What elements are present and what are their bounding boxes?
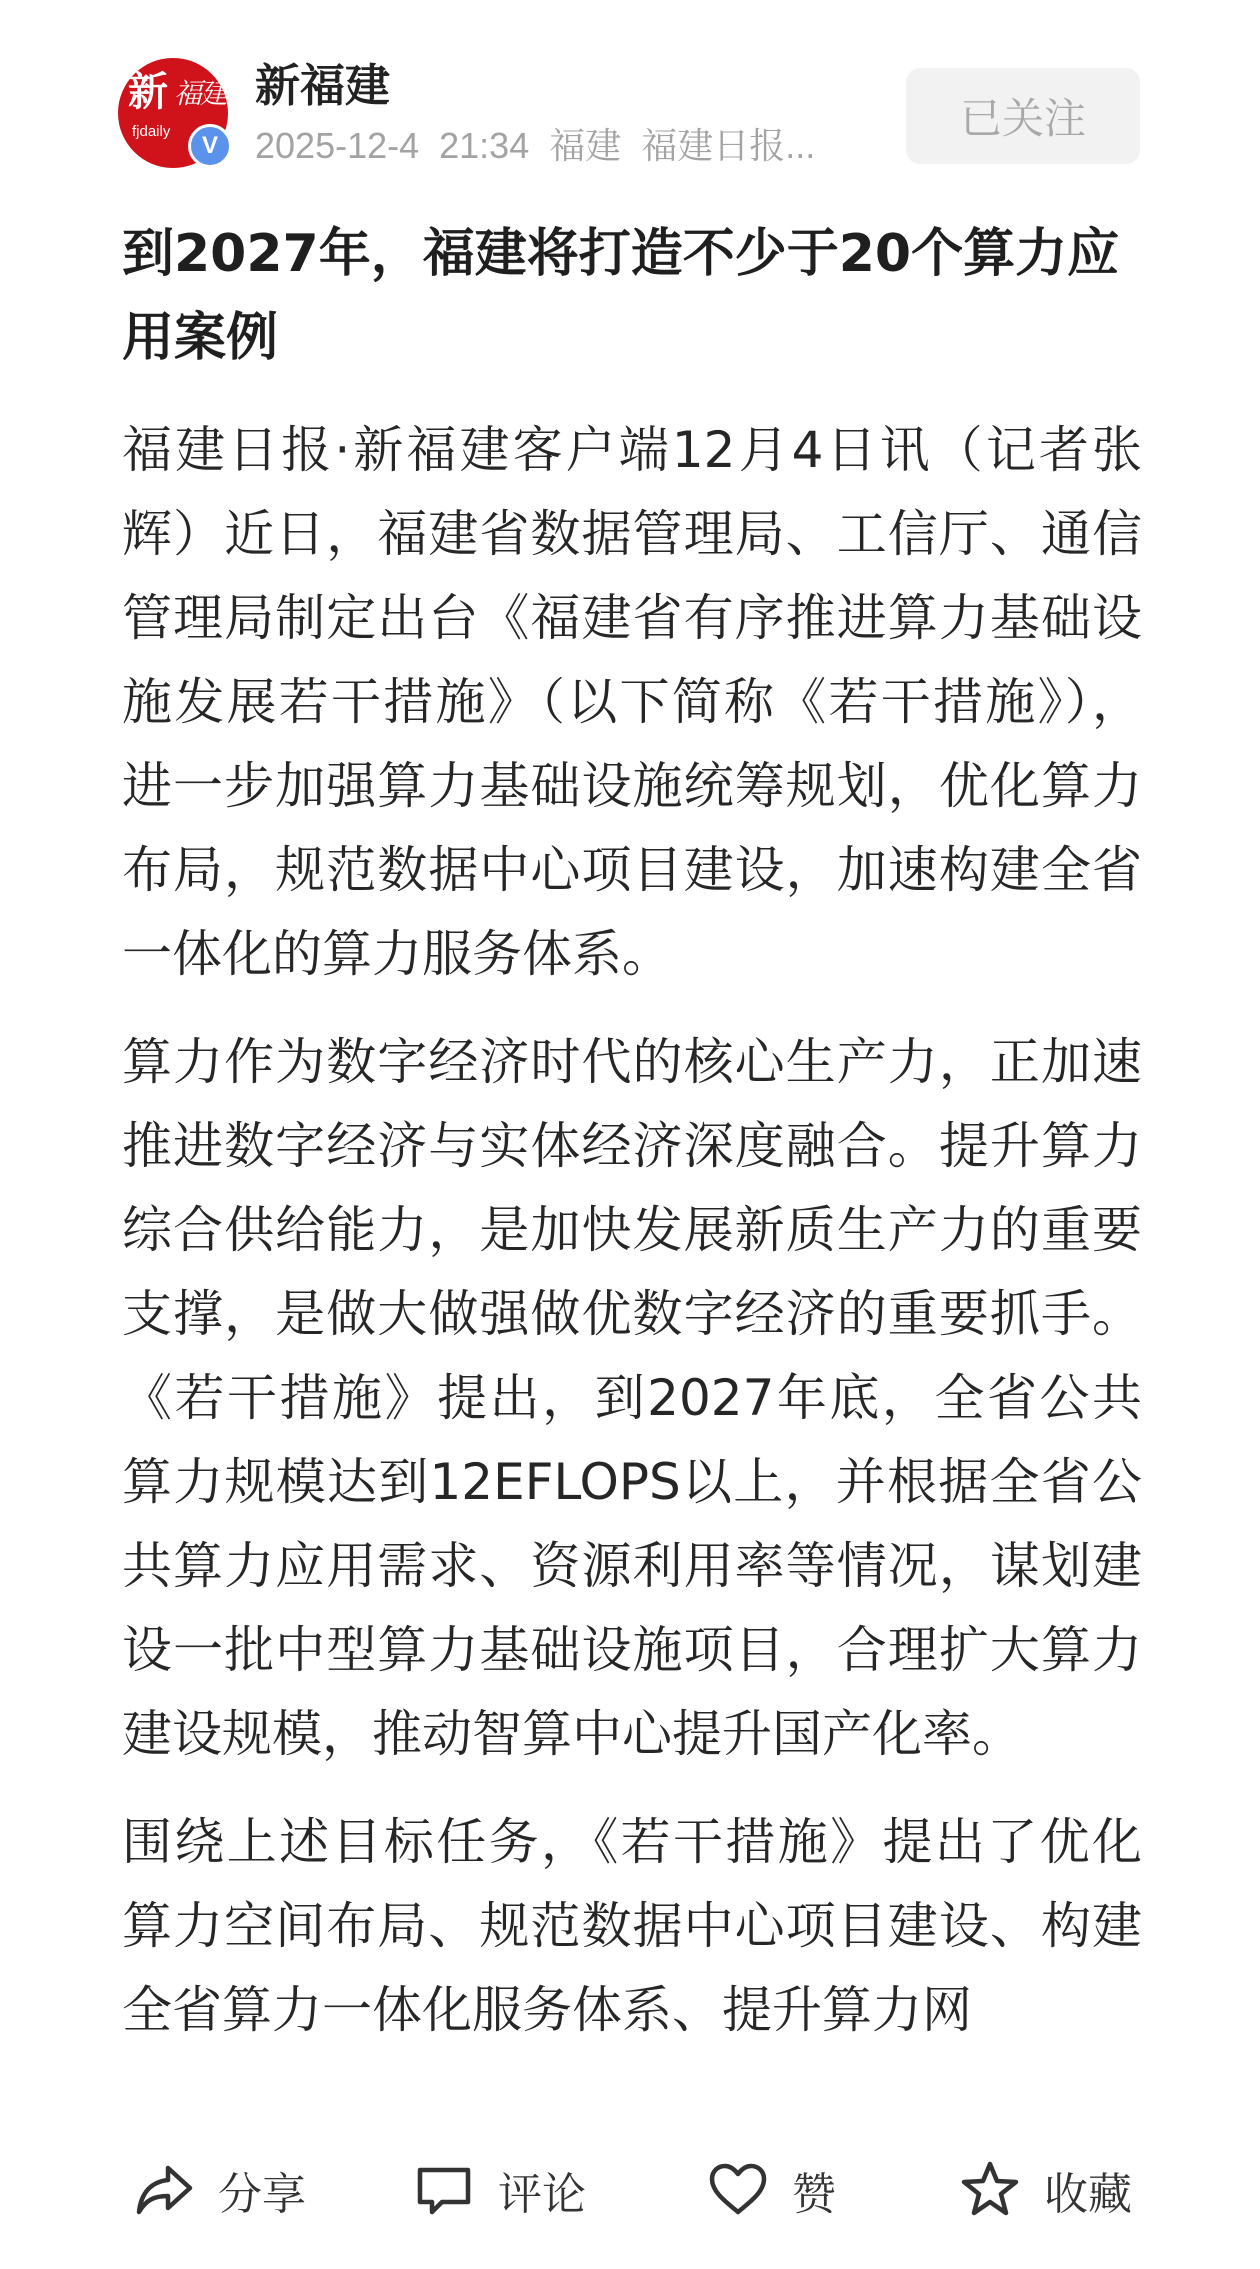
post-date: 2025-12-4 <box>255 125 420 166</box>
avatar[interactable] <box>118 58 228 168</box>
comment-icon <box>412 2158 476 2222</box>
post-meta <box>255 122 875 170</box>
avatar-logo-main: 新 <box>128 68 168 115</box>
share-label: 分享 <box>218 2169 306 2220</box>
article-title: 到2027年，福建将打造不少于20个算力应用案例 <box>122 224 1120 368</box>
bottom-action-bar <box>0 2110 1260 2269</box>
like-button[interactable] <box>706 2152 836 2228</box>
verified-icon: V <box>188 124 232 168</box>
avatar-logo-script: 福建 <box>174 77 227 110</box>
post-location: 福建 <box>549 125 622 166</box>
like-icon <box>706 2158 770 2222</box>
avatar-logo-sub: fjdaily <box>132 123 171 140</box>
article-paragraph: 算力作为数字经济时代的核心生产力，正加速推进数字经济与实体经济深度融合。提升算力综合供给能力，是加快发展新质生产力的重要支撑，是做大做强做优数字经济的重要抓手。《若干措施》提出，到2027年底，全省公共算力规模达到12EFLOPS以上，并根据全省公共算力应用需求、资源利用率等情况，谋划建设一批中型算力基础设施项目，合理扩大算力建设规模，推动智算中心提升国产化率。 <box>122 1033 1142 1763</box>
favorite-icon <box>958 2158 1022 2222</box>
author-name[interactable]: 新福建 <box>255 59 391 112</box>
share-icon <box>132 2158 196 2222</box>
like-label: 赞 <box>792 2169 836 2220</box>
share-button[interactable] <box>132 2152 306 2228</box>
article-paragraph: 福建日报·新福建客户端12月4日讯（记者张辉）近日，福建省数据管理局、工信厅、通信管理局制定出台《福建省有序推进算力基础设施发展若干措施》（以下简称《若干措施》），进一步加强算力基础设施统筹规划，优化算力布局，规范数据中心项目建设，加速构建全省一体化的算力服务体系。 <box>122 421 1142 983</box>
favorite-label: 收藏 <box>1044 2169 1132 2220</box>
post-time: 21:34 <box>439 125 530 166</box>
favorite-button[interactable] <box>958 2152 1132 2228</box>
article-paragraph: 围绕上述目标任务，《若干措施》提出了优化算力空间布局、规范数据中心项目建设、构建全省算力一体化服务体系、提升算力网 <box>122 1813 1142 2039</box>
comment-label: 评论 <box>498 2169 586 2220</box>
article-body <box>122 212 1142 2076</box>
post-source: 福建日报... <box>641 125 816 166</box>
follow-button[interactable]: 已关注 <box>906 68 1140 164</box>
article-header <box>0 0 1260 190</box>
comment-button[interactable] <box>412 2152 586 2228</box>
